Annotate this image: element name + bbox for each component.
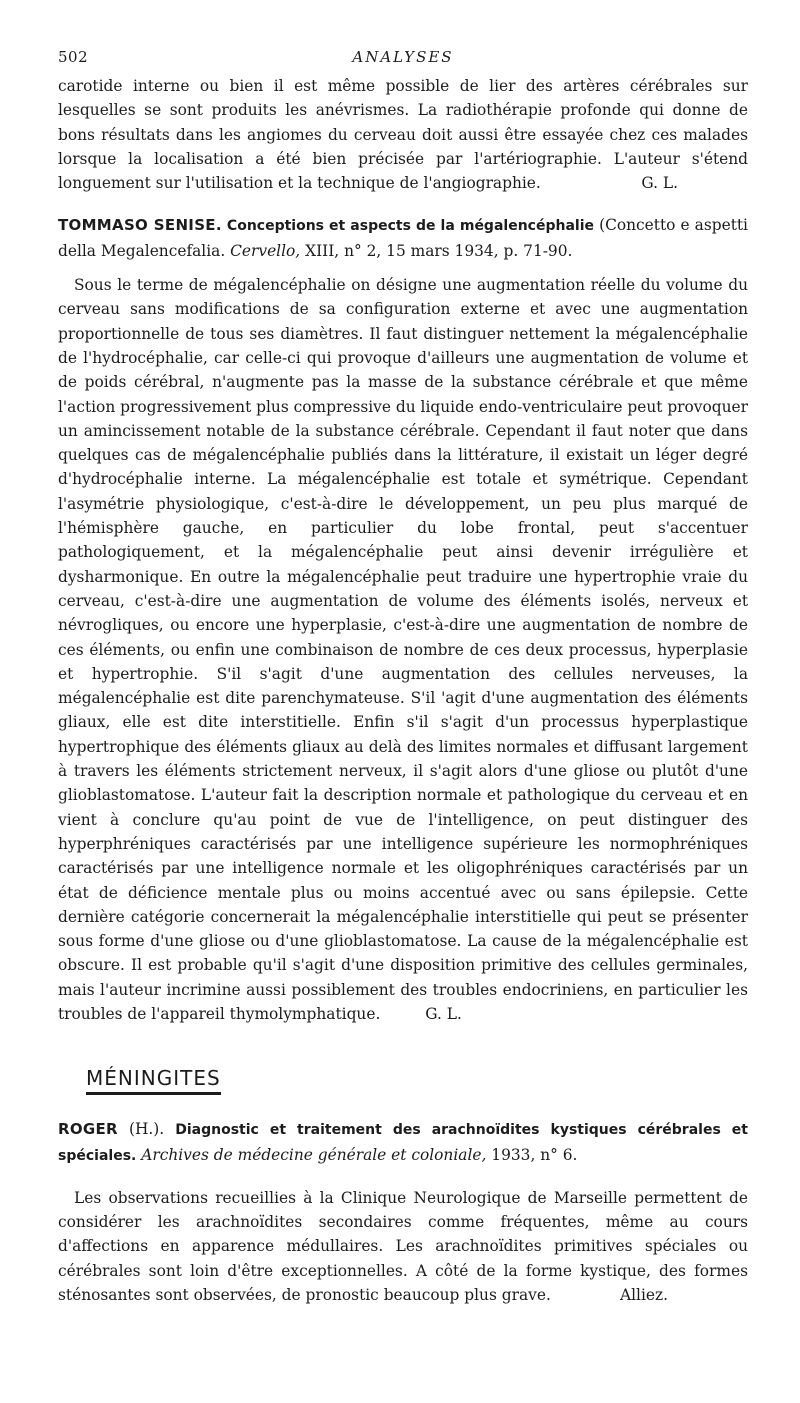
article-author: TOMMASO SENISE. bbox=[58, 216, 222, 235]
article-signature: G. L. bbox=[425, 1004, 462, 1023]
article-title: Conceptions et aspects de la mégalencéphalie bbox=[226, 218, 594, 235]
article-heading bbox=[58, 1117, 748, 1168]
journal-page bbox=[58, 44, 748, 1307]
article-original-title: (Concetto e aspetti della Megalencefalia. bbox=[58, 216, 748, 260]
running-title: ANALYSES bbox=[352, 48, 454, 66]
previous-article-text: carotide interne ou bien il est même possible de lier des artères cérébrales sur lesquelles se sont produits les anévrismes. La radiothérapie profonde qui donne de bons résultats dans les angiomes du cerveau doit aussi être essayée chez ces malades lorsque la localisation a été bien précisée par l'artériographie. L'auteur s'étend longuement sur l'utilisation et la technique de l'angiographie. bbox=[58, 77, 748, 193]
running-head bbox=[58, 44, 748, 72]
article-signature: Alliez. bbox=[620, 1286, 668, 1305]
article-body-text: Sous le terme de mégalencéphalie on désigne une augmentation réelle du volume du cerveau sans modifications de sa configuration externe et avec une augmentation proportionnelle de tous ses diamètres. Il faut distinguer nettement la mégalencéphalie de l'hydrocéphalie, car celle-ci qui provoque d'ailleurs une augmentation de volume et de poids cérébral, n'augmente pas la masse de la substance cérébrale et que même l'action progressivement plus compressive du liquide endo-ventriculaire peut provoquer un amincissement notable de la substance cérébrale. Cependant il faut noter que dans quelques cas de mégalencéphalie publiés dans la littérature, il existait un léger degré d'hydrocéphalie interne. La mégalencéphalie est totale et symétrique. Cependant l'asymétrie physiologique, c'est-à-dire le développement, un peu plus marqué de l'hémisphère gauche, en particulier du lobe frontal, peut s'accentuer pathologiquement, et la mégalencéphalie peut ainsi devenir irrégulière et dysharmonique. En outre la mégalencéphalie peut traduire une hypertrophie vraie du cerveau, c'est-à-dire une augmentation de volume des éléments isolés, nerveux et névrogliques, ou encore une hyperplasie, c'est-à-dire une augmentation de nombre de ces éléments, ou enfin une combinaison de nombre de ces deux processus, hyperplasie et hypertrophie. S'il s'agit d'une augmentation des cellules nerveuses, la mégalencéphalie est dite parenchymateuse. S'il 'agit d'une augmentation des éléments gliaux, elle est dite interstitielle. Enfin s'il s'agit d'un processus hyperplastique hypertrophique des éléments gliaux au delà des limites normales et diffusant largement à travers les éléments strictement nerveux, il s'agit alors d'une gliose ou plutôt d'une glioblastomatose. L'auteur fait la description normale et pathologique du cerveau et en vient à conclure qu'au point de vue de l'intelligence, on peut distinguer des hyperphréniques caractérisés par une intelligence supérieure les normophréniques caractérisés par une intelligence normale et les oligophréniques caractérisés par un état de déficience mentale plus ou moins accentué avec ou sans épilepsie. Cette dernière catégorie concernerait la mégalencéphalie interstitielle qui peut se présenter sous forme d'une gliose ou d'une glioblastomatose. La cause de la mégalencéphalie est obscure. Il est probable qu'il s'agit d'une disposition primitive des cellules germinales, mais l'auteur incrimine aussi possiblement des troubles endocriniens, en particulier les troubles de l'appareil thymolymphatique. bbox=[58, 276, 748, 1023]
page-number: 502 bbox=[58, 48, 89, 66]
section-heading: MÉNINGITES bbox=[86, 1066, 221, 1095]
article-title: Diagnostic et traitement des arachnoïdites kystiques cérébrales et spéciales. bbox=[58, 1122, 748, 1164]
article-author-initial: (H.). bbox=[128, 1120, 165, 1139]
article-reference: 1933, n° 6. bbox=[491, 1145, 578, 1164]
article-reference: XIII, n° 2, 15 mars 1934, p. 71-90. bbox=[305, 241, 573, 260]
article-journal: Cervello, bbox=[230, 241, 301, 260]
article-heading bbox=[58, 213, 748, 263]
article-body bbox=[58, 1186, 748, 1307]
article-body-text: Les observations recueillies à la Clinique Neurologique de Marseille permettent de considérer les arachnoïdites secondaires comme fréquentes, même au cours d'affections en apparence médullaires. Les arachnoïdites primitives spéciales ou cérébrales sont loin d'être exceptionnelles. A côté de la forme kystique, des formes sténosantes sont observées, de pronostic beaucoup plus grave. bbox=[58, 1188, 748, 1305]
article-author: ROGER bbox=[58, 1120, 118, 1139]
previous-article-signature: G. L. bbox=[641, 174, 678, 193]
article-journal: Archives de médecine générale et coloniale, bbox=[141, 1145, 487, 1164]
previous-article-ending bbox=[58, 74, 748, 195]
article-body bbox=[58, 273, 748, 1026]
